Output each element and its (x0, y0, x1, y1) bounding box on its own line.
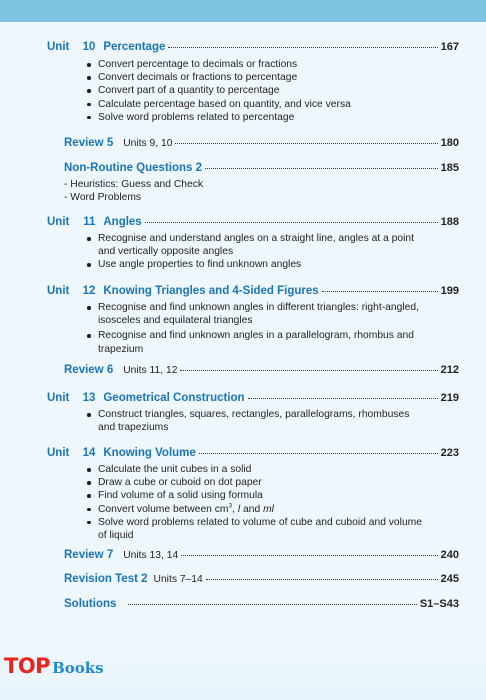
dot-leader (206, 579, 438, 580)
toc-entry-non-routine-2[interactable] (64, 162, 459, 174)
superscript: 3 (228, 502, 233, 510)
dot-leader (175, 143, 437, 144)
objective-item: Solve word problems related to volume of cube and cuboid and volume (86, 516, 456, 529)
unit-label: Unit (47, 41, 70, 53)
objective-item: Calculate the unit cubes in a solid (86, 463, 456, 476)
dot-leader (205, 168, 438, 169)
unit-title: Angles (103, 216, 142, 228)
dot-leader (181, 555, 437, 556)
objective-item: Recognise and understand angles on a straight line, angles at a point (86, 232, 456, 245)
unit-label: Unit (47, 392, 70, 404)
dot-leader (248, 398, 438, 399)
objective-item: Convert decimals or fractions to percentage (86, 71, 456, 84)
objective-continuation: of liquid (98, 530, 134, 542)
objective-item: Construct triangles, squares, rectangles, parallelograms, rhombuses (86, 408, 456, 421)
page-number: 212 (440, 364, 459, 376)
unit-13-objectives (86, 408, 456, 434)
dot-leader (145, 222, 438, 223)
unit-title: Knowing Triangles and 4-Sided Figures (103, 285, 319, 297)
page-number: 167 (440, 41, 459, 53)
dot-leader (128, 604, 416, 605)
review-units: Units 13, 14 (123, 550, 179, 561)
toc-entry-unit-14[interactable] (47, 447, 459, 459)
objective-text: Convert volume between cm (98, 503, 229, 515)
page-number: 180 (440, 137, 459, 149)
objective-continuation: and trapeziums (98, 422, 169, 434)
unit-label: Unit (47, 216, 70, 228)
dot-leader (168, 47, 437, 48)
objective-item: Use angle properties to find unknown angles (86, 258, 456, 271)
non-routine-topics (64, 178, 434, 204)
unit-number: 10 (82, 41, 96, 53)
unit-title: Geometrical Construction (103, 392, 245, 404)
unit-11-objectives (86, 232, 456, 272)
unit-label: Unit (47, 447, 70, 459)
solutions-label: Solutions (64, 598, 117, 610)
review-label: Review 7 (64, 549, 114, 561)
unit-12-objectives (86, 301, 456, 356)
logo-books-text: Books (52, 659, 104, 677)
review-label: Review 6 (64, 364, 114, 376)
unit-title: Knowing Volume (103, 447, 196, 459)
review-units: Units 9, 10 (123, 138, 173, 149)
unit-number: 13 (82, 392, 96, 404)
unit-title: Percentage (103, 41, 166, 53)
objective-item: Draw a cube or cuboid on dot paper (86, 476, 456, 489)
toc-entry-review-5[interactable] (64, 137, 459, 149)
unit-number: 11 (83, 216, 96, 228)
objective-item-volume-conversion (86, 503, 456, 516)
unit-symbol: ml (263, 503, 274, 515)
toc-entry-solutions[interactable] (64, 598, 459, 610)
objective-item: Recognise and find unknown angles in different triangles: right-angled, (86, 301, 456, 314)
page-number: 185 (440, 162, 459, 174)
toc-entry-unit-10[interactable] (47, 41, 459, 53)
objective-item: Convert part of a quantity to percentage (86, 84, 456, 97)
page-number: 245 (440, 573, 459, 585)
top-color-band (0, 0, 486, 22)
review-label: Review 5 (64, 137, 114, 149)
page-number: 199 (440, 285, 459, 297)
objective-text: , (232, 503, 238, 515)
review-units: Units 11, 12 (123, 365, 178, 376)
objective-continuation: isosceles and equilateral triangles (98, 315, 253, 327)
toc-entry-review-7[interactable] (64, 549, 459, 561)
revision-units: Units 7–14 (153, 574, 203, 585)
unit-label: Unit (47, 285, 70, 297)
dot-leader (180, 370, 437, 371)
objective-item: Solve word problems related to percentage (86, 111, 456, 124)
toc-entry-unit-13[interactable] (47, 392, 459, 404)
toc-entry-review-6[interactable] (64, 364, 459, 376)
toc-entry-unit-12[interactable] (47, 285, 459, 297)
objective-continuation: and vertically opposite angles (98, 246, 234, 258)
unit-number: 12 (82, 285, 96, 297)
objective-item: Find volume of a solid using formula (86, 489, 456, 502)
page-number: 188 (440, 216, 459, 228)
page-number: 240 (440, 549, 459, 561)
toc-entry-unit-11[interactable] (47, 216, 459, 228)
dot-leader (199, 453, 438, 454)
topic-item: - Word Problems (64, 192, 142, 204)
objective-item: Convert percentage to decimals or fractions (86, 58, 456, 71)
page-number: 219 (440, 392, 459, 404)
objective-continuation: trapezium (98, 343, 144, 355)
dot-leader (322, 291, 438, 292)
unit-symbol: l (237, 503, 241, 515)
page-number: S1–S43 (419, 598, 459, 610)
objective-item: Recognise and find unknown angles in a parallelogram, rhombus and (86, 329, 456, 342)
section-title: Non-Routine Questions 2 (64, 162, 202, 174)
objective-text: and (240, 503, 264, 515)
top-books-logo (4, 654, 104, 678)
revision-label: Revision Test 2 (64, 573, 148, 585)
page-number: 223 (440, 447, 459, 459)
unit-10-objectives (86, 58, 456, 124)
logo-top-text: TOP (4, 654, 51, 678)
toc-entry-revision-test-2[interactable] (64, 573, 459, 585)
unit-14-objectives (86, 463, 456, 542)
objective-item: Calculate percentage based on quantity, and vice versa (86, 98, 456, 111)
topic-item: - Heuristics: Guess and Check (64, 179, 204, 190)
unit-number: 14 (82, 447, 96, 459)
